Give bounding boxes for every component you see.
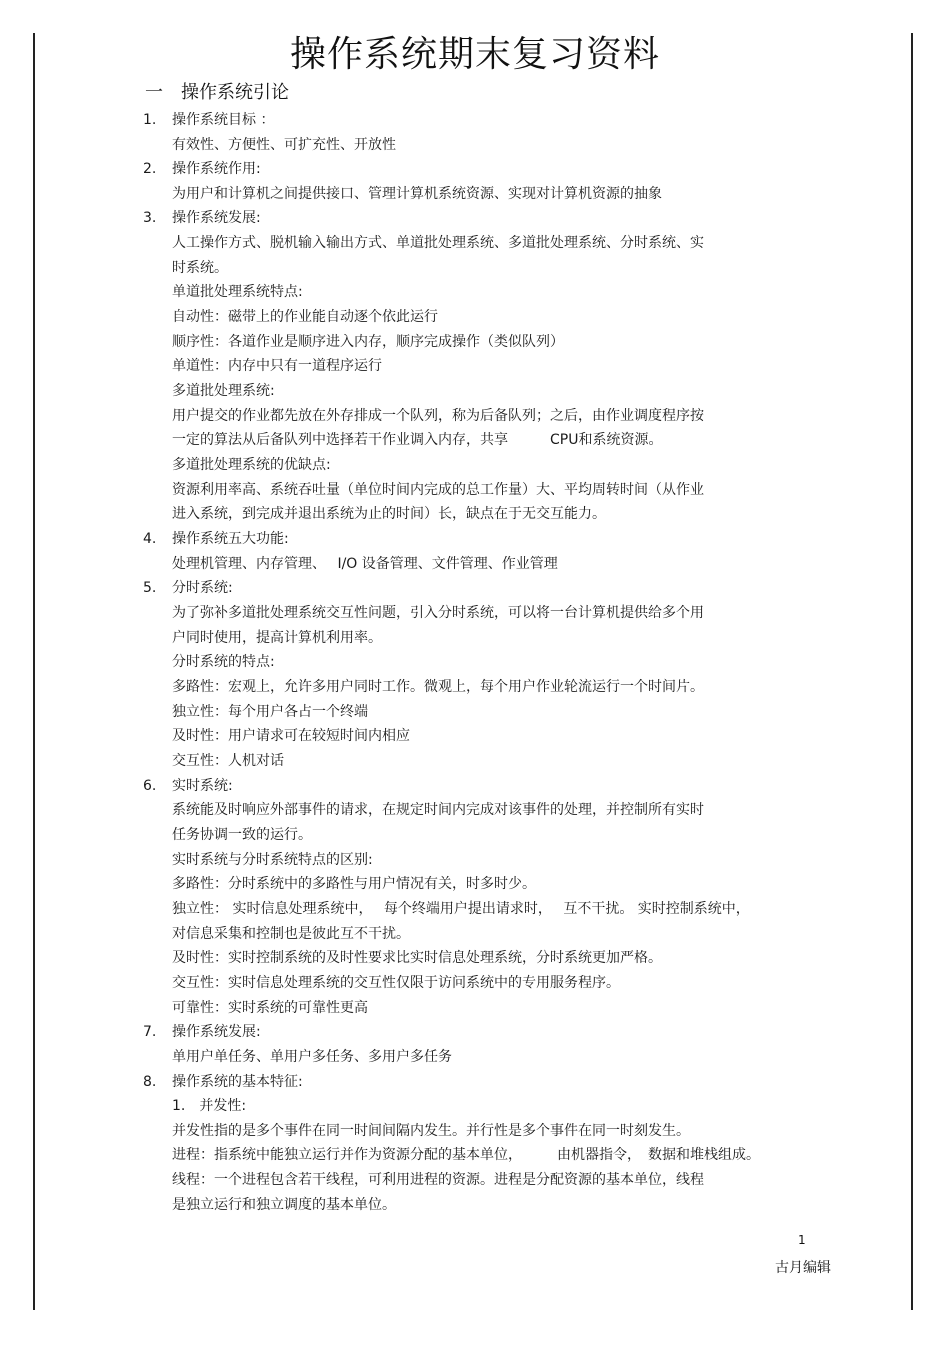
body-text-line: 实时系统与分时系统特点的区别:: [172, 851, 373, 868]
body-text-line: 时系统。: [172, 259, 228, 276]
body-text-line: 及时性：用户请求可在较短时间内相应: [172, 728, 410, 745]
body-text-line: 有效性、方便性、可扩充性、开放性: [172, 136, 396, 153]
body-text-line: 多道批处理系统的优缺点:: [172, 457, 331, 474]
list-item: [0, 206, 950, 527]
body-text-line: 一定的算法从后备队列中选择若干作业调入内存，共享 CPU和系统资源。: [172, 432, 663, 449]
item-heading: [0, 157, 950, 182]
item-heading-text: 分时系统:: [172, 580, 233, 597]
body-text-line: 人工操作方式、脱机输入输出方式、单道批处理系统、多道批处理系统、分时系统、实: [172, 234, 704, 251]
body-text-line: 系统能及时响应外部事件的请求，在规定时间内完成对该事件的处理，并控制所有实时: [172, 802, 704, 819]
document-title: 操作系统期末复习资料: [289, 34, 660, 75]
item-heading: [0, 108, 950, 133]
item-heading-text: 操作系统目标 ：: [172, 112, 275, 128]
body-text-line: 资源利用率高、系统吞吐量（单位时间内完成的总工作量）大、平均周转时间（从作业: [172, 481, 704, 498]
item-heading-text: 实时系统:: [172, 777, 233, 794]
body-text-line: 单用户单任务、单用户多任务、多用户多任务: [172, 1048, 452, 1065]
item-number: 4.: [143, 531, 157, 548]
list-item: [0, 1070, 950, 1218]
section-number: 一: [145, 82, 163, 103]
body-text-line: 进入系统，到完成并退出系统为止的时间）长，缺点在于无交互能力。: [172, 506, 606, 523]
item-number: 7.: [143, 1024, 157, 1041]
body-text-line: 户同时使用，提高计算机利用率。: [172, 629, 382, 646]
item-number: 6.: [143, 777, 157, 794]
editor-credit: 古月编辑: [775, 1260, 831, 1276]
body-text-line: 为用户和计算机之间提供接口、管理计算机系统资源、实现对计算机资源的抽象: [172, 185, 662, 202]
document-body: [0, 108, 950, 1217]
body-text-line: 单道性：内存中只有一道程序运行: [172, 358, 382, 375]
body-text-line: 多路性：宏观上，允许多用户同时工作。微观上，每个用户作业轮流运行一个时间片。: [172, 678, 704, 695]
list-item: [0, 1020, 950, 1069]
item-heading: [0, 206, 950, 231]
body-text-line: 自动性：磁带上的作业能自动逐个依此运行: [172, 308, 438, 325]
body-text-line: 独立性：每个用户各占一个终端: [172, 703, 368, 720]
item-heading: [0, 576, 950, 601]
body-text-line: 为了弥补多道批处理系统交互性问题，引入分时系统，可以将一台计算机提供给多个用: [172, 604, 704, 621]
body-text-line: 处理机管理、内存管理、 I/O 设备管理、文件管理、作业管理: [172, 555, 558, 572]
body-text-line: 是独立运行和独立调度的基本单位。: [172, 1196, 396, 1213]
body-text-line: 任务协调一致的运行。: [172, 826, 312, 843]
body-text-line: 交互性：人机对话: [172, 752, 284, 769]
item-heading: [0, 1070, 950, 1095]
list-item: [0, 527, 950, 576]
item-heading: [0, 527, 950, 552]
item-heading-text: 操作系统发展:: [172, 210, 261, 227]
body-text-line: 对信息采集和控制也是彼此互不干扰。: [172, 925, 410, 942]
section-heading: [145, 80, 289, 106]
body-text-line: 单道批处理系统特点:: [172, 284, 303, 301]
item-heading-text: 操作系统发展:: [172, 1024, 261, 1041]
item-number: 8.: [143, 1073, 157, 1090]
list-item: [0, 576, 950, 773]
page-number: 1: [798, 1233, 806, 1247]
body-text-line: 并发性指的是多个事件在同一时间间隔内发生。并行性是多个事件在同一时刻发生。: [172, 1122, 690, 1139]
body-text-line: 线程：一个进程包含若干线程，可利用进程的资源。进程是分配资源的基本单位，线程: [172, 1172, 704, 1189]
item-number: 5.: [143, 580, 157, 597]
list-item: [0, 774, 950, 1021]
list-item: [0, 157, 950, 206]
item-heading: [0, 774, 950, 799]
body-text-line: 顺序性：各道作业是顺序进入内存，顺序完成操作（类似队列）: [172, 333, 564, 350]
body-text-line: 多道批处理系统:: [172, 383, 275, 399]
item-heading-text: 操作系统作用:: [172, 161, 261, 178]
item-number: 3.: [143, 210, 157, 227]
body-text-line: 可靠性：实时系统的可靠性更高: [172, 999, 368, 1016]
item-heading-text: 操作系统的基本特征:: [172, 1073, 303, 1090]
item-number: 2.: [143, 161, 157, 178]
body-text-line: 分时系统的特点:: [172, 654, 275, 671]
body-text-line: 交互性：实时信息处理系统的交互性仅限于访问系统中的专用服务程序。: [172, 974, 620, 991]
body-text-line: 1. 并发性:: [172, 1098, 247, 1114]
item-number: 1.: [143, 112, 157, 128]
list-item: [0, 108, 950, 157]
body-text-line: 及时性：实时控制系统的及时性要求比实时信息处理系统，分时系统更加严格。: [172, 950, 662, 967]
body-text-line: 进程：指系统中能独立运行并作为资源分配的基本单位， 由机器指令， 数据和堆栈组成。: [172, 1147, 760, 1164]
section-title: 操作系统引论: [181, 82, 289, 103]
body-text-line: 多路性：分时系统中的多路性与用户情况有关，时多时少。: [172, 876, 536, 893]
item-heading: [0, 1020, 950, 1045]
body-text-line: 用户提交的作业都先放在外存排成一个队列，称为后备队列；之后，由作业调度程序按: [172, 407, 704, 424]
body-text-line: 独立性： 实时信息处理系统中， 每个终端用户提出请求时， 互不干扰。 实时控制系统中，: [172, 900, 750, 917]
item-heading-text: 操作系统五大功能:: [172, 531, 289, 548]
